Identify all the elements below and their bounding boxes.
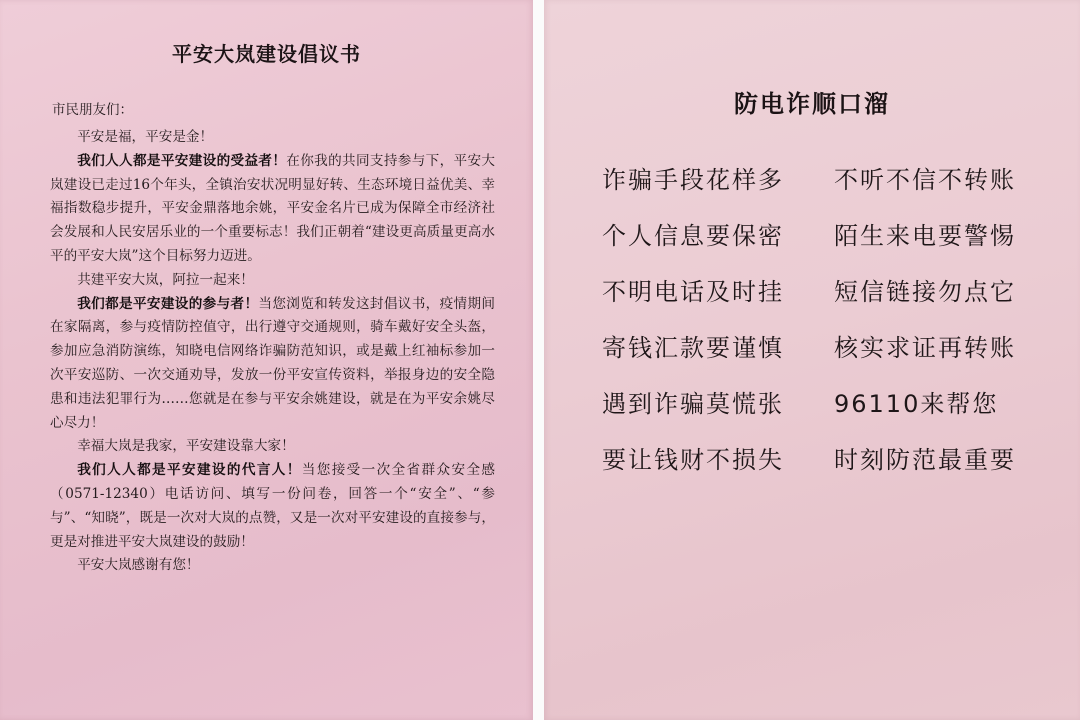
proposal-paragraph bbox=[50, 554, 495, 578]
rhyme-line-right: 核实求证再转账 bbox=[834, 334, 1016, 362]
rhyme-row bbox=[544, 272, 1080, 328]
rhyme-line-right: 短信链接勿点它 bbox=[834, 278, 1016, 306]
rhyme-line-left: 不明电话及时挂 bbox=[602, 278, 784, 306]
rhyme-line-right: 时刻防范最重要 bbox=[834, 446, 1016, 474]
rhyme-row bbox=[544, 440, 1080, 496]
paragraph-text: 在你我的共同支持参与下，平安大岚建设已走过16个年头，全镇治安状况明显好转、生态环境日益优美、幸福指数稳步提升，平安金鼎落地余姚，平安金名片已成为保障全市经济社会发展和人民安居乐业的一个重要标志！我们正朝着“建设更高质量更高水平的平安大岚”这个目标努力迈进。 bbox=[50, 152, 495, 264]
paragraph-text: 平安大岚感谢有您！ bbox=[77, 557, 200, 574]
paragraph-text: 当您接受一次全省群众安全感（0571-12340）电话访问、填写一份问卷，回答一个“安全”、“参与”、“知晓”，既是一次对大岚的点赞，又是一次对平安建设的直接参与，更是对推进平安大岚建设的鼓励！ bbox=[50, 462, 496, 550]
rhyme-line-right: 96110来帮您 bbox=[834, 390, 999, 418]
rhyme-line-left: 寄钱汇款要谨慎 bbox=[602, 334, 784, 362]
rhyme-line-left: 遇到诈骗莫慌张 bbox=[602, 390, 784, 418]
rhyme-row bbox=[544, 328, 1080, 384]
rhyme-row bbox=[544, 384, 1080, 440]
proposal-paragraph bbox=[50, 459, 495, 554]
proposal-paragraph bbox=[50, 126, 495, 150]
rhyme-sheet bbox=[544, 0, 1080, 720]
paragraph-text: 当您浏览和转发这封倡议书，疫情期间在家隔离，参与疫情防控值守，出行遵守交通规则，骑车戴好安全头盔，参加应急消防演练，知晓电信网络诈骗防范知识，或是戴上红袖标参加一次平安巡防、一次交通劝导，发放一份平安宣传资料，举报身边的安全隐患和违法犯罪行为……您就是在参与平安余姚建设，就是在为平安余姚尽心尽力！ bbox=[50, 295, 496, 431]
paragraph-lead: 我们人人都是平安建设的代言人！ bbox=[77, 462, 302, 479]
rhyme-line-right: 陌生来电要警惕 bbox=[834, 222, 1016, 250]
rhyme-row bbox=[544, 216, 1080, 272]
paragraph-lead: 我们人人都是平安建设的受益者！ bbox=[77, 152, 287, 169]
rhyme-line-left: 要让钱财不损失 bbox=[602, 446, 784, 474]
paragraph-lead: 我们都是平安建设的参与者！ bbox=[77, 295, 259, 312]
paragraph-text: 共建平安大岚，阿拉一起来！ bbox=[77, 271, 254, 288]
proposal-paragraph bbox=[50, 269, 495, 293]
proposal-paragraph bbox=[50, 293, 495, 436]
proposal-greeting: 市民朋友们： bbox=[52, 102, 133, 118]
rhyme-title: 防电诈顺口溜 bbox=[734, 90, 890, 118]
rhyme-line-left: 个人信息要保密 bbox=[602, 222, 784, 250]
proposal-paragraph bbox=[50, 150, 495, 269]
paragraph-text: 幸福大岚是我家，平安建设靠大家！ bbox=[77, 438, 295, 455]
rhyme-line-right: 不听不信不转账 bbox=[834, 166, 1016, 194]
proposal-title: 平安大岚建设倡议书 bbox=[172, 42, 361, 66]
proposal-paragraph bbox=[50, 435, 495, 459]
proposal-body bbox=[50, 126, 495, 578]
sheet-divider bbox=[533, 0, 544, 720]
proposal-sheet bbox=[0, 0, 533, 720]
rhyme-body bbox=[544, 160, 1080, 496]
paragraph-text: 平安是福，平安是金！ bbox=[77, 129, 214, 145]
rhyme-line-left: 诈骗手段花样多 bbox=[602, 166, 784, 194]
rhyme-row bbox=[544, 160, 1080, 216]
